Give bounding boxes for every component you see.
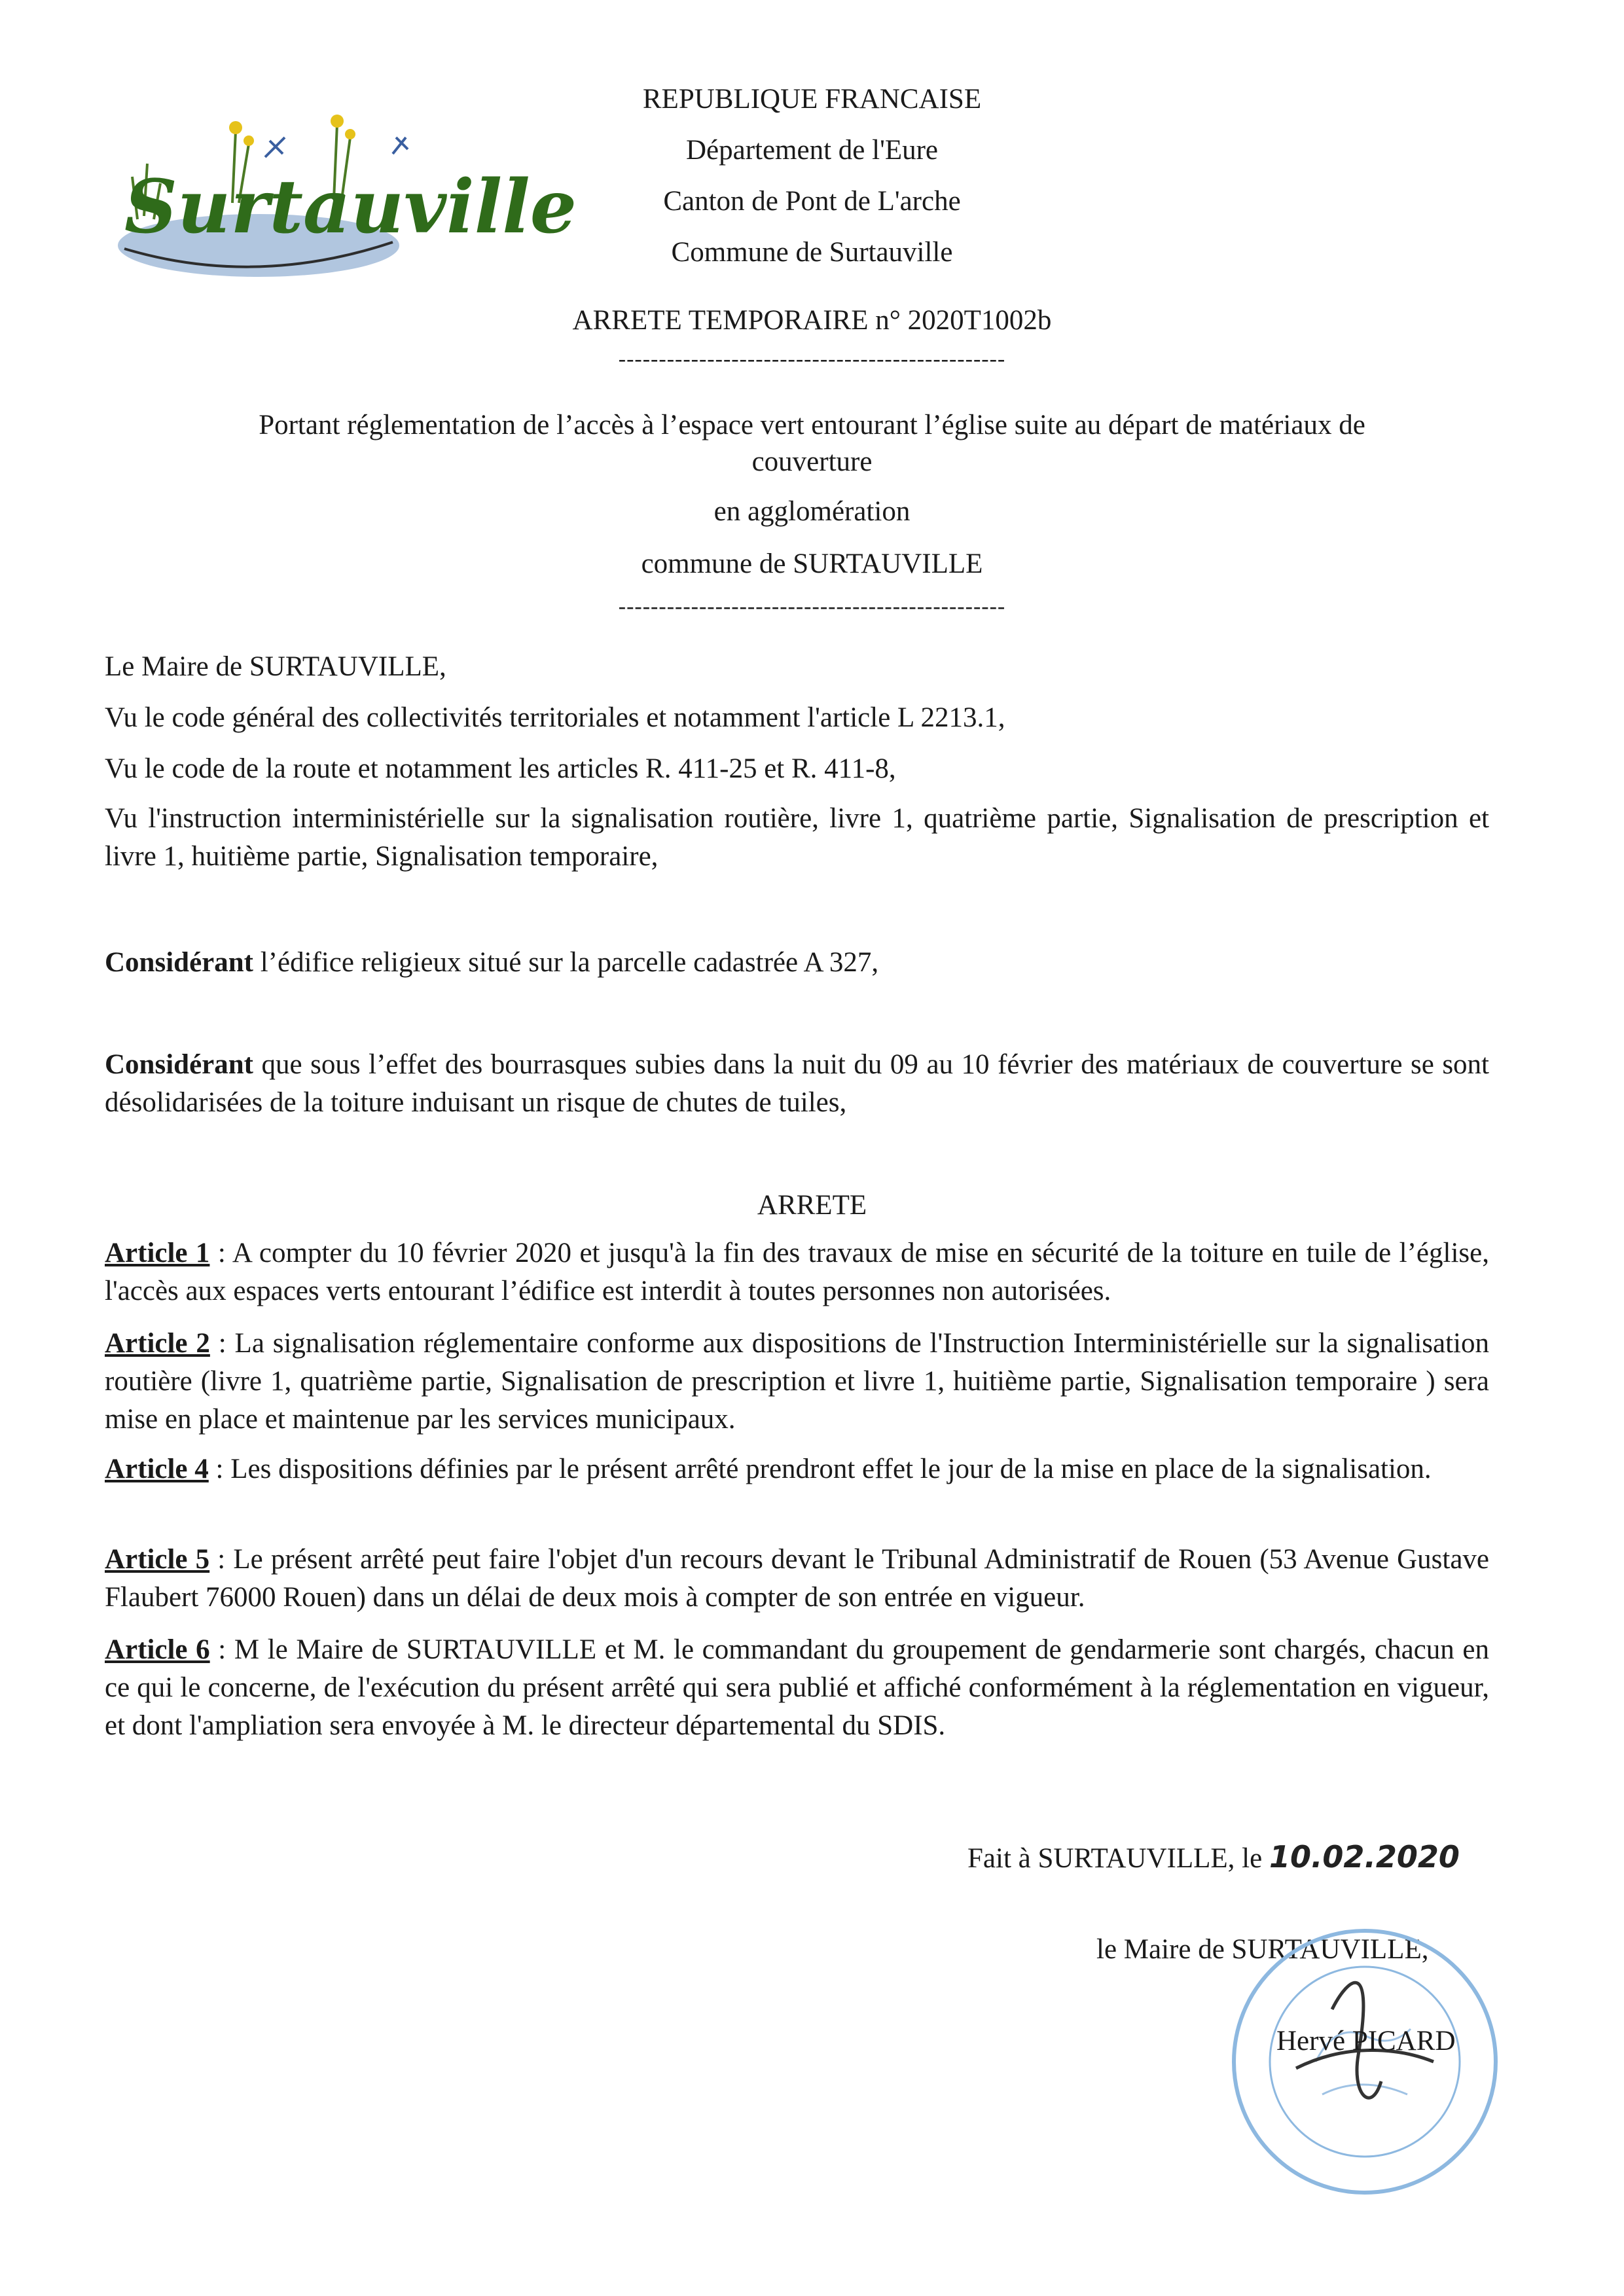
- article-1: [105, 1234, 1489, 1310]
- arrete-title: ARRETE: [757, 1190, 867, 1221]
- preamble-vu-instruction: Vu l'instruction interministérielle sur la signalisation routière, livre 1, quatrième partie, Signalisation de prescription et livre 1, huitième partie, Signalisation temporaire,: [105, 803, 1489, 872]
- article-6-text: : M le Maire de SURTAUVILLE et M. le commandant du groupement de gendarmerie sont chargés, chacun en ce qui le concerne, de l'exécution du présent arrêté qui sera publié et affiché conformément à la réglementation en vigueur, et dont l'ampliation sera envoyée à M. le directeur départemental du SDIS.: [105, 1634, 1489, 1741]
- considerant-2: [105, 1046, 1489, 1122]
- separator-top: ------------------------------------------------: [618, 347, 1006, 371]
- article-6-label: Article 6: [105, 1634, 210, 1665]
- considerant-1-keyword: Considérant: [105, 947, 253, 978]
- preamble-vu-cgct: Vu le code général des collectivités territoriales et notamment l'article L 2213.1,: [105, 702, 1005, 733]
- subject-line-4: commune de SURTAUVILLE: [641, 548, 983, 579]
- article-5-text: : Le présent arrêté peut faire l'objet d'un recours devant le Tribunal Administratif de Rouen (53 Avenue Gustave Flaubert 76000 Rouen) dans un délai de deux mois à compter de son entrée en vigueur.: [105, 1544, 1489, 1613]
- separator-bottom: ------------------------------------------------: [618, 594, 1006, 619]
- preamble-vu-code-route: Vu le code de la route et notamment les articles R. 411-25 et R. 411-8,: [105, 753, 896, 784]
- considerant-2-keyword: Considérant: [105, 1049, 253, 1080]
- preamble-maire: Le Maire de SURTAUVILLE,: [105, 651, 446, 682]
- considerant-1-text: l’édifice religieux situé sur la parcelle cadastrée A 327,: [253, 947, 879, 978]
- subject-line-3: en agglomération: [713, 496, 911, 527]
- article-2-label: Article 2: [105, 1328, 210, 1359]
- header-republique: REPUBLIQUE FRANCAISE: [642, 84, 982, 115]
- article-2-text: : La signalisation réglementaire conforme aux dispositions de l'Instruction Interministérielle sur la signalisation routière (livre 1, quatrième partie, Signalisation de prescription et livre 1, huitième partie, Signalisation temporaire ) sera mise en place et maintenue par les services municipaux.: [105, 1328, 1490, 1435]
- header-canton: Canton de Pont de L'arche: [663, 186, 961, 217]
- header-departement: Département de l'Eure: [685, 135, 938, 166]
- article-2: [105, 1325, 1489, 1439]
- considerant-2-text: que sous l’effet des bourrasques subies dans la nuit du 09 au 10 février des matériaux de couverture se sont désolidarisées de la toiture induisant un risque de chutes de tuiles,: [105, 1049, 1489, 1118]
- considerant-1: [105, 944, 1489, 982]
- subject-line-1: Portant réglementation de l’accès à l’espace vert entourant l’église suite au départ de matériaux de: [259, 410, 1365, 440]
- article-5: [105, 1541, 1489, 1617]
- article-5-label: Article 5: [105, 1544, 210, 1575]
- signatory-title: le Maire de SURTAUVILLE,: [1096, 1934, 1429, 1965]
- signatory-name: Hervé PICARD: [1276, 2026, 1456, 2056]
- article-1-text: : A compter du 10 février 2020 et jusqu'à la fin des travaux de mise en sécurité de la toiture en tuile de l’église, l'accès aux espaces verts entourant l’édifice est interdit à toutes personnes non autorisées.: [105, 1238, 1489, 1306]
- fait-a-text: Fait à SURTAUVILLE, le: [967, 1843, 1263, 1874]
- logo-text: Surtauville: [124, 164, 577, 250]
- arrete-number: ARRETE TEMPORAIRE n° 2020T1002b: [572, 305, 1052, 336]
- article-4-text: : Les dispositions définies par le présent arrêté prendront effet le jour de la mise en place de la signalisation.: [208, 1454, 1432, 1484]
- article-4: [105, 1450, 1489, 1488]
- handwritten-date: 10.02.2020: [1269, 1839, 1460, 1874]
- article-1-label: Article 1: [105, 1238, 210, 1268]
- subject-line-2: couverture: [751, 446, 873, 477]
- article-4-label: Article 4: [105, 1454, 209, 1484]
- article-6: [105, 1631, 1489, 1745]
- header-commune: Commune de Surtauville: [671, 237, 953, 268]
- fait-a: [967, 1838, 1460, 1878]
